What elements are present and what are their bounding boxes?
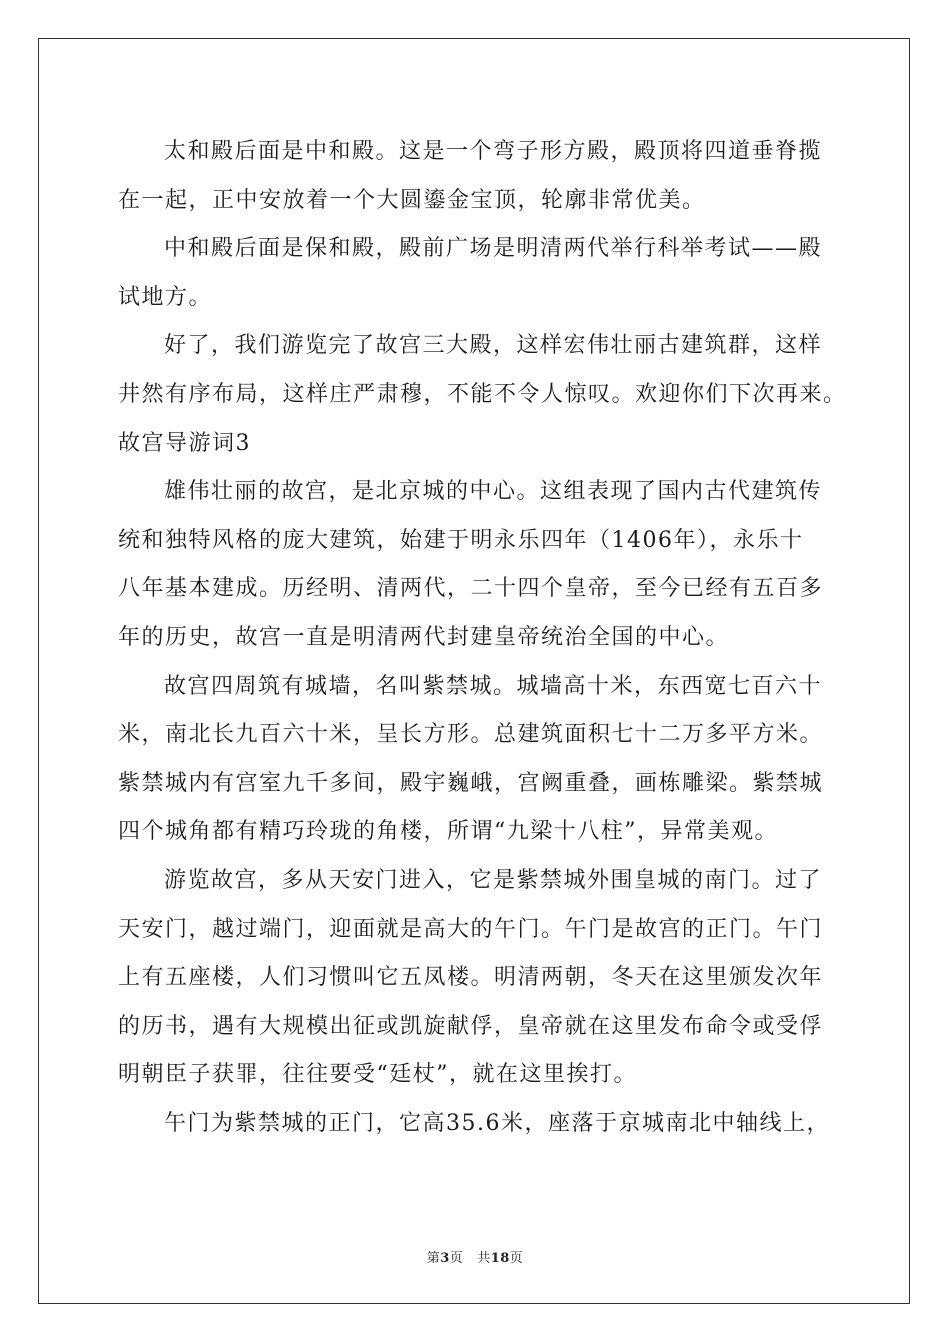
text-line: 中和殿后面是保和殿，殿前广场是明清两代举行科举考试——殿: [164, 236, 823, 262]
text-line: 午门为紫禁城的正门，它高35.6米，座落于京城南北中轴线上，: [164, 1110, 830, 1136]
text-line: 紫禁城内有宫室九千多间，殿宇巍峨，宫阙重叠，画栋雕梁。紫禁城: [118, 770, 824, 796]
document-body: [118, 128, 847, 1148]
footer-total-prefix: 共: [477, 1251, 491, 1266]
footer-prefix: 第: [426, 1251, 441, 1266]
text-line: 雄伟壮丽的故宫，是北京城的中心。这组表现了国内古代建筑传: [164, 479, 823, 505]
text-line: 在一起，正中安放着一个大圆鎏金宝顶，轮廓非常优美。: [118, 187, 706, 213]
text-line: 上有五座楼，人们习惯叫它五凤楼。明清两朝，冬天在这里颁发次年: [118, 965, 824, 991]
page-footer: [0, 1247, 950, 1266]
text-line: 四个城角都有精巧玲珑的角楼，所谓“九梁十八柱”，异常美观。: [118, 819, 778, 845]
text-line: 的历书，遇有大规模出征或凯旋献俘，皇帝就在这里发布命令或受俘: [118, 1013, 824, 1039]
text-line: 太和殿后面是中和殿。这是一个弯子形方殿，殿顶将四道垂脊揽: [164, 139, 823, 164]
text-line: 游览故宫，多从天安门进入，它是紫禁城外围皇城的南门。过了: [164, 867, 823, 893]
text-line: 年的历史，故宫一直是明清两代封建皇帝统治全国的中心。: [118, 624, 730, 650]
text-line: 试地方。: [118, 284, 213, 310]
text-line: 米，南北长九百六十米，呈长方形。总建筑面积七十二万多平方米。: [118, 722, 824, 748]
text-line: 天安门，越过端门，迎面就是高大的午门。午门是故宫的正门。午门: [118, 916, 824, 942]
text-line: 故宫四周筑有城墙，名叫紫禁城。城墙高十米，东西宽七百六十: [164, 673, 823, 699]
total-page-count: 18: [490, 1251, 510, 1266]
text-line: 统和独特风格的庞大建筑，始建于明永乐四年（1406年），永乐十: [118, 527, 804, 553]
text-line: 好了，我们游览完了故宫三大殿，这样宏伟壮丽古建筑群，这样: [164, 333, 823, 359]
text-line: 八年基本建成。历经明、清两代，二十四个皇帝，至今已经有五百多: [118, 576, 824, 602]
footer-page-suffix: 页: [449, 1251, 464, 1266]
text-line: 井然有序布局，这样庄严肃穆，不能不令人惊叹。欢迎你们下次再来。: [118, 381, 847, 407]
section-heading: 故宫导游词3: [118, 430, 251, 456]
text-line: 明朝臣子获罪，往往要受“廷杖”，就在这里挨打。: [118, 1062, 637, 1088]
footer-total-suffix: 页: [509, 1251, 524, 1266]
current-page-number: 3: [440, 1251, 450, 1266]
